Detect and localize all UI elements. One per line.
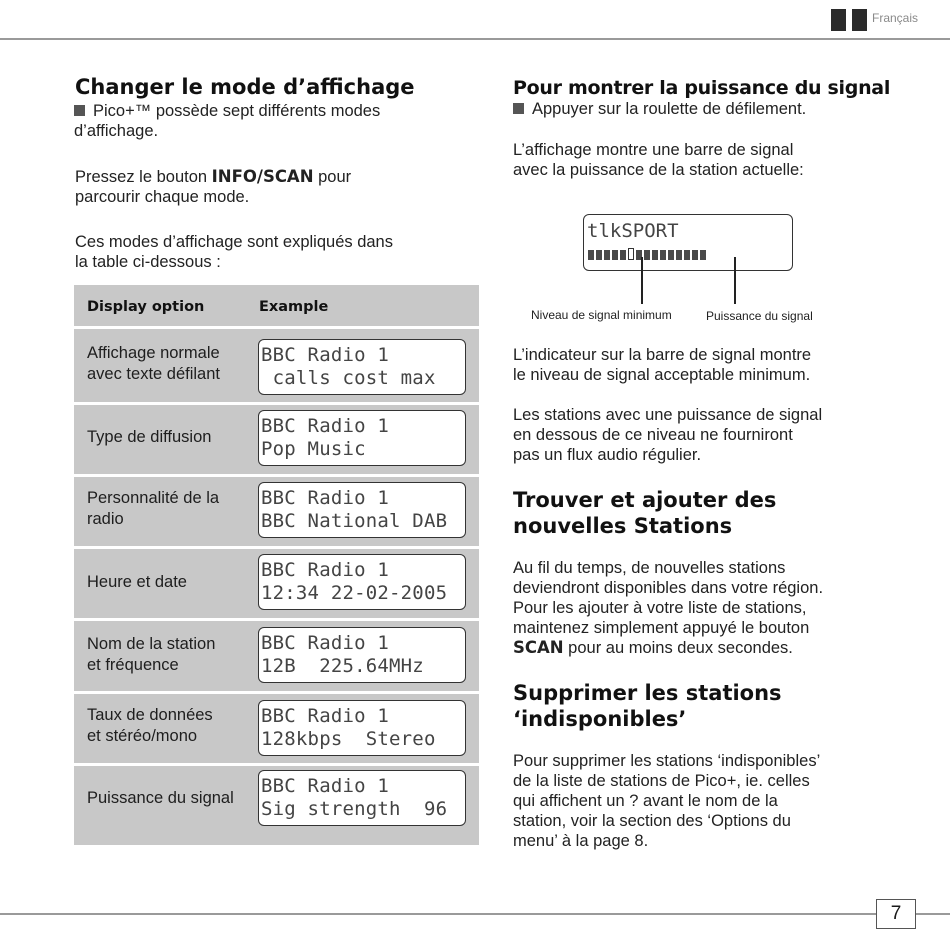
row-label: Personnalité de la radio [87, 489, 220, 528]
row-separator [74, 546, 479, 549]
caption-strength: Puissance du signal [706, 309, 813, 323]
header-block-1 [831, 9, 846, 31]
lcd-example: BBC Radio 1 128kbps Stereo [258, 700, 466, 756]
lcd-example: BBC Radio 1 BBC National DAB [258, 482, 466, 538]
bullet-square-icon [74, 105, 85, 116]
row-label: Taux de données et stéréo/mono [87, 706, 213, 745]
signal-segment [676, 250, 682, 260]
table-header-example: Example [259, 299, 329, 315]
bullet-square-icon [513, 103, 524, 114]
lcd-example: BBC Radio 1 calls cost max [258, 339, 466, 395]
signal-title: Pour montrer la puissance du signal [513, 77, 891, 99]
callout-line-minimum [641, 257, 643, 304]
signal-segment [652, 250, 658, 260]
header-rule [0, 38, 950, 40]
find-stations-title: Trouver et ajouter des nouvelles Stations [513, 488, 777, 538]
signal-lcd-display [583, 214, 793, 271]
signal-segment [620, 250, 626, 260]
signal-segment [668, 250, 674, 260]
signal-segment [596, 250, 602, 260]
caption-minimum: Niveau de signal minimum [531, 308, 672, 322]
find-stations-paragraph: Au fil du temps, de nouvelles stations deviendront disponibles dans votre région. Pour les ajouter à votre liste de stations, maintenez simplement appuyé le bouton SCAN pour au moins deux secondes. [513, 559, 824, 657]
signal-bullet: Appuyer sur la roulette de défilement. [513, 99, 806, 119]
page-number: 7 [876, 899, 916, 929]
remove-stations-title: Supprimer les stations ‘indisponibles’ [513, 681, 782, 731]
row-separator [74, 402, 479, 405]
row-label: Nom de la station et fréquence [87, 635, 216, 674]
signal-segment [660, 250, 666, 260]
signal-segment [644, 250, 650, 260]
row-separator [74, 691, 479, 694]
callout-line-strength [734, 257, 736, 304]
footer-rule [0, 913, 950, 915]
row-label: Puissance du signal [87, 789, 234, 807]
signal-paragraph-3: Les stations avec une puissance de signal en dessous de ce niveau ne fourniront pas un flux audio régulier. [513, 406, 823, 464]
row-separator [74, 763, 479, 766]
signal-paragraph-1: L’affichage montre une barre de signal avec la puissance de la station actuelle: [513, 141, 804, 179]
row-separator [74, 618, 479, 621]
signal-bar [588, 250, 706, 262]
intro-paragraph: Pico+™ possède sept différents modes d’affichage. [74, 102, 381, 140]
signal-minimum-marker [628, 248, 634, 260]
signal-segment [588, 250, 594, 260]
signal-lcd-text: tlkSPORT [587, 220, 679, 242]
signal-segment [692, 250, 698, 260]
header-block-2 [852, 9, 867, 31]
signal-segment [612, 250, 618, 260]
header-language: Français [872, 11, 919, 25]
table-header-option: Display option [87, 299, 205, 315]
left-title: Changer le mode d’affichage [75, 75, 415, 99]
row-separator [74, 326, 479, 329]
lcd-example: BBC Radio 1 12:34 22-02-2005 [258, 554, 466, 610]
row-label: Heure et date [87, 573, 187, 591]
row-label: Affichage normale avec texte défilant [87, 344, 220, 383]
press-paragraph: Pressez le bouton INFO/SCAN pour parcourir chaque mode. [75, 167, 352, 206]
lcd-example: BBC Radio 1 Pop Music [258, 410, 466, 466]
signal-segment [700, 250, 706, 260]
explain-paragraph: Ces modes d’affichage sont expliqués dans la table ci-dessous : [75, 233, 393, 271]
row-separator [74, 474, 479, 477]
signal-paragraph-2: L’indicateur sur la barre de signal montre le niveau de signal acceptable minimum. [513, 346, 812, 384]
signal-segment [604, 250, 610, 260]
lcd-example: BBC Radio 1 Sig strength 96 [258, 770, 466, 826]
row-label: Type de diffusion [87, 428, 212, 446]
remove-stations-paragraph: Pour supprimer les stations ‘indisponibles’ de la liste de stations de Pico+, ie. celles qui affichent un ? avant le nom de la station, voir la section des ‘Options du menu’ à la page 8. [513, 752, 821, 850]
lcd-example: BBC Radio 1 12B 225.64MHz [258, 627, 466, 683]
signal-segment [684, 250, 690, 260]
display-modes-table [74, 285, 479, 845]
